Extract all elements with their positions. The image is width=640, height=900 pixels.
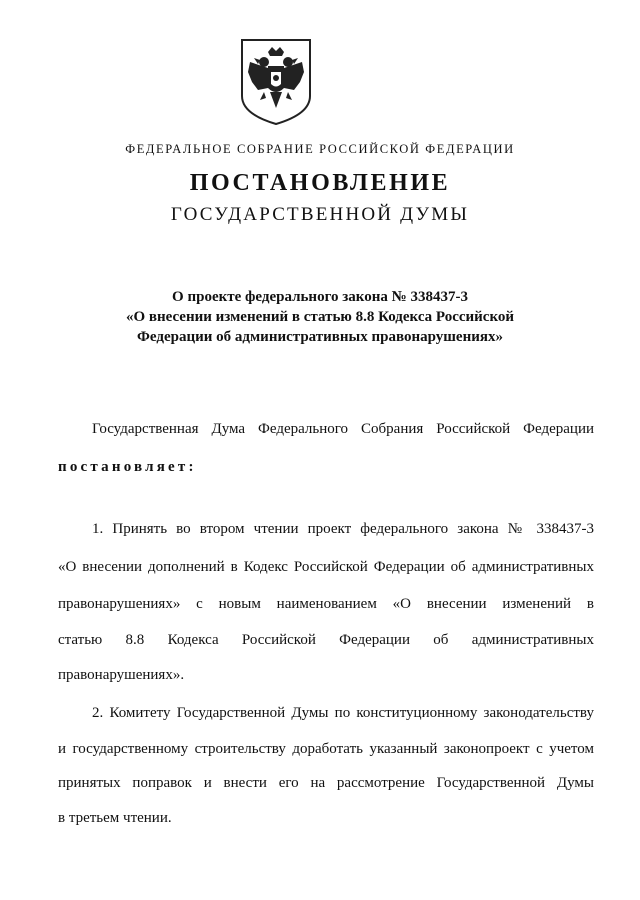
subject-line: «О внесении изменений в статью 8.8 Кодекса Российской [125,309,515,325]
item-1-line: 1. Принять во втором чтении проект федерального закона № 338437-3 [92,521,594,537]
document-type: ПОСТАНОВЛЕНИЕ [189,170,451,196]
double-headed-eagle-icon [238,38,314,126]
item-1-line: правонарушениях». [58,667,185,683]
subject-line: О проекте федерального закона № 338437-3 [172,289,468,305]
item-1-line: правонарушениях» с новым наименованием «О внесении изменений в [58,596,594,612]
preamble-line: Государственная Дума Федерального Собрания Российской Федерации [92,421,594,437]
state-emblem [238,38,314,126]
item-2-line: 2. Комитету Государственной Думы по конституционному законодательству [92,705,594,721]
item-1-line: «О внесении дополнений в Кодекс Российской Федерации об административных [58,559,594,575]
decree-word: постановляет: [58,459,197,475]
document-subject [60,287,580,347]
item-2-line: в третьем чтении. [58,810,172,826]
organization-name: ФЕДЕРАЛЬНОЕ СОБРАНИЕ РОССИЙСКОЙ ФЕДЕРАЦИИ [125,142,515,156]
document-issuer: ГОСУДАРСТВЕННОЙ ДУМЫ [170,204,470,225]
item-2-line: принятых поправок и внести его на рассмотрение Государственной Думы [58,775,594,791]
item-2-line: и государственному строительству доработать указанный законопроект с учетом [58,741,594,757]
subject-line: Федерации об административных правонарушениях» [137,329,503,345]
item-1-line: статью 8.8 Кодекса Российской Федерации об административных [58,632,594,648]
